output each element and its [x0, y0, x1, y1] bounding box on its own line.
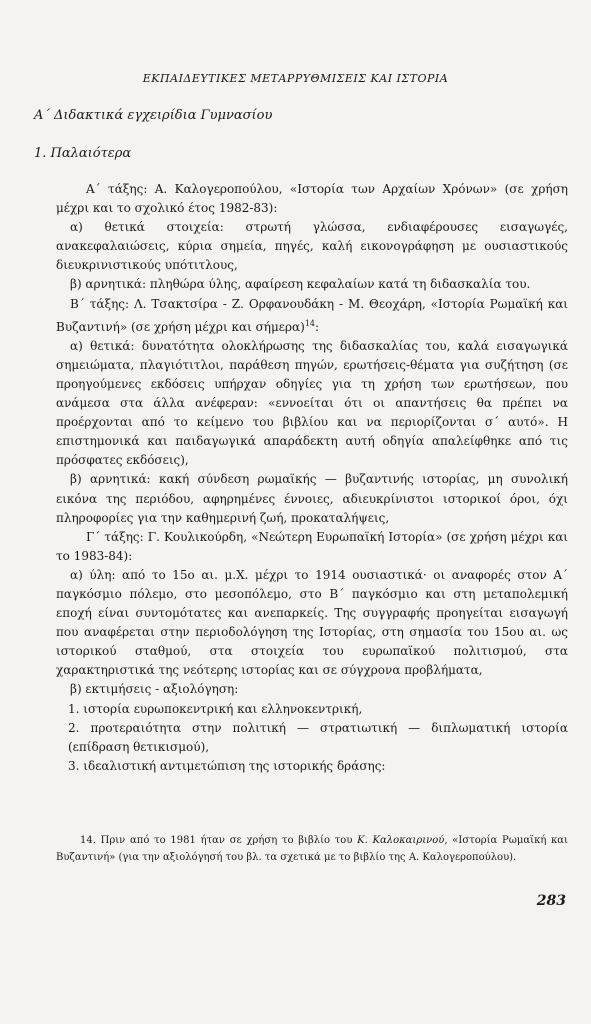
paragraph-c-evaluation: β) εκτιμήσεις - αξιολόγηση: — [70, 682, 239, 697]
paragraph-b-positive: α) θετικά: δυνατότητα ολοκλήρωσης της διδασκαλίας του, καλά εισαγωγικά σημειώματα, πλαγιότιτλοι, παράθεση πηγών, ερωτήσεις-θέματα για συζήτηση (σε προηγούμενες εκδόσεις υπήρχαν οδηγίες για τη χρήση των ερωτήσεων, που ανάμεσα στα άλλα ανέφεραν: «εννοείται ότι οι απαντήσεις θα πρέπει να προέρχονται από το κείμενο του βιβλίου και να περιορίζονται σ΄ αυτό». Η επιστημονικά και παιδαγωγικά απαράδεκτη αυτή οδηγία απαλείφθηκε από τις πρόσφατες εκδόσεις), — [56, 338, 568, 468]
paragraph-c-content: α) ύλη: από το 15ο αι. μ.Χ. μέχρι το 1914 ουσιαστικά· οι αναφορές στον Α΄ παγκόσμιο πόλεμο, στο μεσοπόλεμο, στο Β΄ παγκόσμιο και στη μεταπολεμική εποχή είναι συντομότατες και ανεπαρκείς. Της συγγραφής προηγείται εισαγωγή που αναφέρεται στην περιοδολόγηση της Ιστορίας, στη σημασία του 15ου αι. ως ιστορικού σταθμού, στα στοιχεία του ευρωπαϊκού πολιτισμού, στα χαρακτηριστικά της νεότερης ιστορίας και σε σύγχρονα προβλήματα, — [56, 567, 568, 678]
paragraph-c-class: Γ΄ τάξης: Γ. Κουλικούρδη, «Νεώτερη Ευρωπαϊκή Ιστορία» (σε χρήση μέχρι και το 1983-84): — [56, 529, 568, 563]
subsection-title: 1. Παλαιότερα — [34, 146, 132, 161]
paragraph-a-positive: α) θετικά στοιχεία: στρωτή γλώσσα, ενδιαφέρουσες εισαγωγές, ανακεφαλαιώσεις, κύρια σημεία, πηγές, καλή εικονογράφηση με ουσιαστικούς διευκρινιστικούς υπότιτλους, — [56, 220, 568, 273]
list-item-1: 1. ιστορία ευρωποκεντρική και ελληνοκεντρική, — [68, 701, 363, 716]
page-number: 283 — [536, 893, 566, 909]
paragraph-b-negative: β) αρνητικά: κακή σύνδεση ρωμαϊκής — βυζαντινής ιστορίας, μη συνολική εικόνα της περιόδου, αφηρημένες έννοιες, αδιευκρίνιστοι ιστορικοί όροι, όχι πληροφορίες για την καθημερινή ζωή, προκαταλήψεις, — [56, 472, 568, 525]
footnote-lead: 14. Πριν από το 1981 ήταν σε χρήση το βιβλίο του — [80, 835, 358, 846]
body-text — [56, 180, 568, 776]
footnote — [56, 832, 568, 866]
running-head: ΕΚΠΑΙΔΕΥΤΙΚΕΣ ΜΕΤΑΡΡΥΘΜΙΣΕΙΣ ΚΑΙ ΙΣΤΟΡΙΑ — [142, 72, 449, 85]
paragraph-b-class — [56, 295, 568, 337]
paragraph-b-class-text: Β΄ τάξης: Λ. Τσακτσίρα - Ζ. Ορφανουδάκη - Μ. Θεοχάρη, «Ιστορία Ρωμαϊκή και Βυζαντινή» (σε χρήση μέχρι και σήμερα) — [56, 296, 568, 334]
footnote-rest: «Ιστορία Ρωμαϊκή και Βυζαντινή» (για την αξιολόγησή του βλ. τα σχετικά με το βιβλίο της Α. Καλογεροπούλου). — [56, 835, 568, 863]
paragraph-b-class-colon: : — [315, 319, 320, 334]
section-title: Α΄ Διδακτικά εγχειρίδια Γυμνασίου — [34, 108, 273, 123]
footnote-ref-14: 14 — [304, 318, 316, 328]
paragraph-a-negative: β) αρνητικά: πληθώρα ύλης, αφαίρεση κεφαλαίων κατά τη διδασκαλία του. — [70, 277, 531, 292]
footnote-author: Κ. Καλοκαιρινού, — [357, 835, 448, 846]
list-item-2: 2. προτεραιότητα στην πολιτική — στρατιωτική — διπλωματική ιστορία (επίδραση θετικισμού), — [68, 720, 568, 754]
paragraph-a-class: Α΄ τάξης: Α. Καλογεροπούλου, «Ιστορία των Αρχαίων Χρόνων» (σε χρήση μέχρι και το σχολικό έτος 1982-83): — [56, 182, 568, 216]
list-item-3: 3. ιδεαλιστική αντιμετώπιση της ιστορικής δράσης: — [68, 758, 386, 773]
